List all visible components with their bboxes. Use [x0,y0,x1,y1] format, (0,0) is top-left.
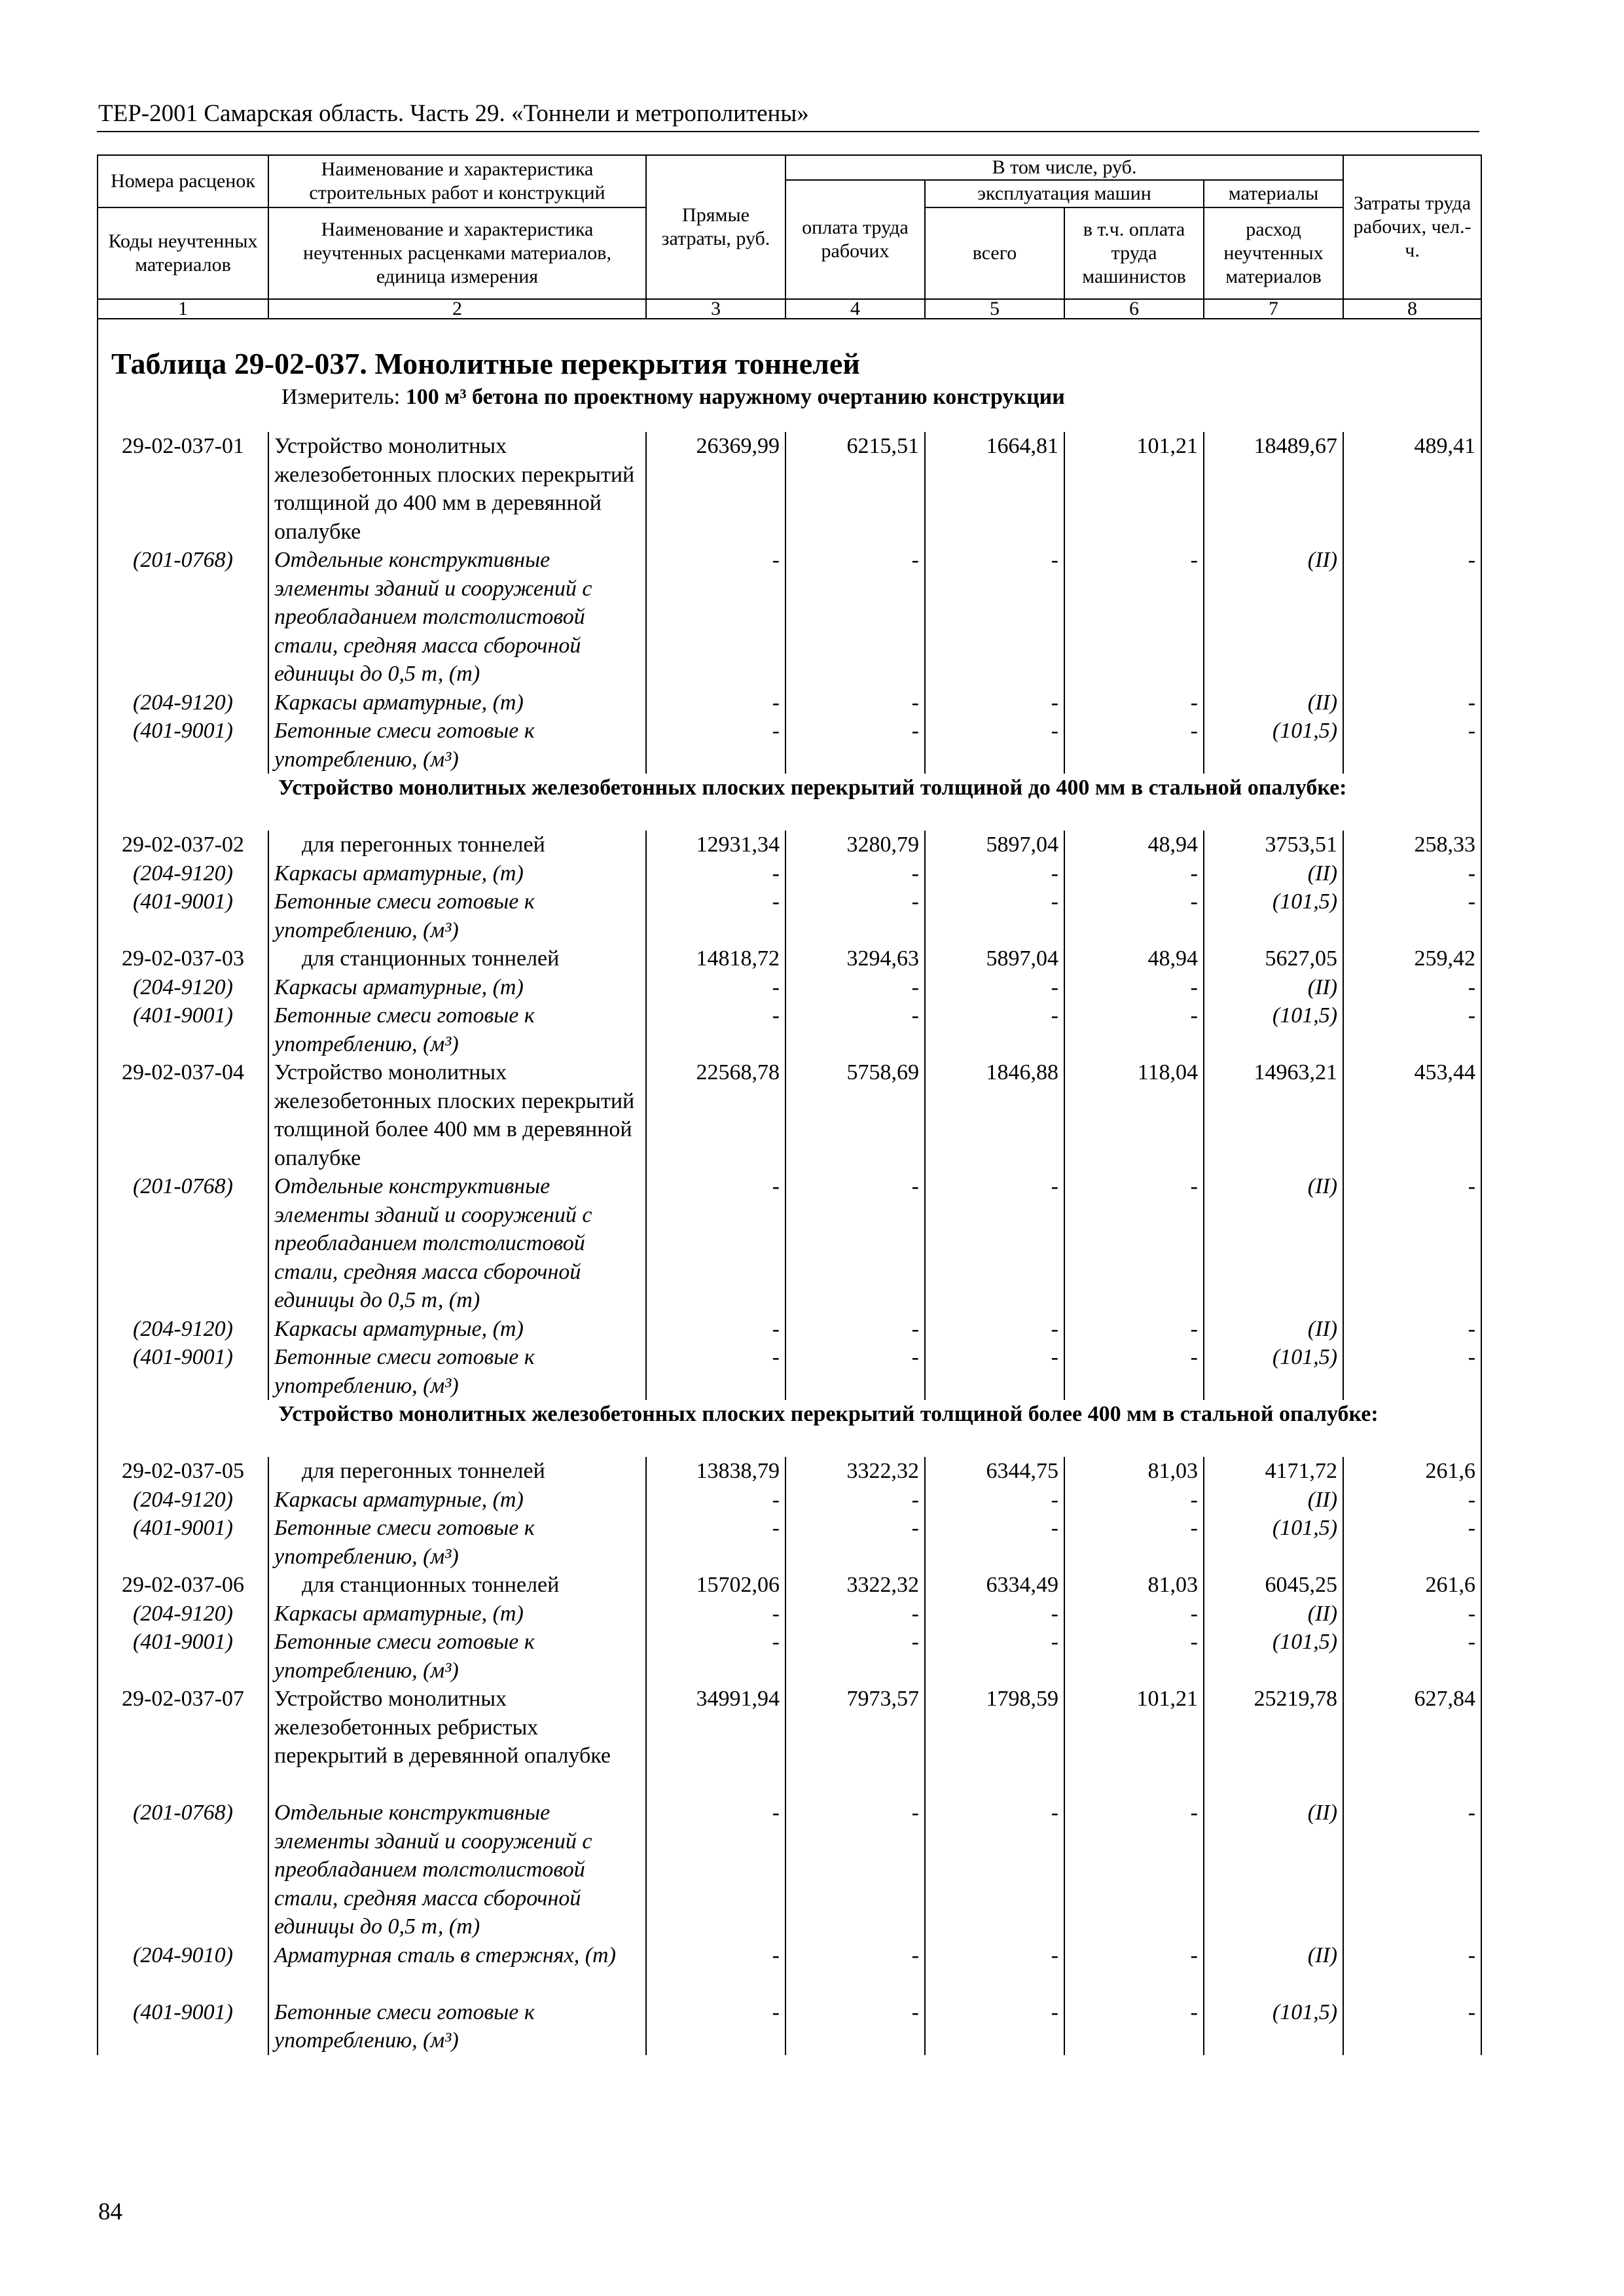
table-row [98,973,1481,1002]
header-num: 1 [98,299,268,319]
direct-cost: 14818,72 [646,944,785,973]
labor-hours: 453,44 [1343,1058,1481,1172]
dash: - [925,973,1064,1002]
header-machines: эксплуатация машин [925,180,1204,207]
dash: - [785,1486,925,1515]
material-qty: (101,5) [1204,717,1343,774]
table-row [98,1514,1481,1571]
table-row [98,546,1481,689]
table-row [98,1343,1481,1400]
header-col2-bottom: Наименование и характеристика неучтенных расценками материалов, единица измерения [268,207,646,299]
material-name: Отдельные конструктивные элементы зданий и сооружений с преобладанием толстолистовой стали, средняя масса сборочной единицы до 0,5 т, (т) [268,546,646,689]
table-row [98,1571,1481,1600]
machinists-pay: 48,94 [1064,944,1204,973]
dash: - [1064,546,1204,689]
dash: - [646,1628,785,1685]
dash: - [1343,546,1481,689]
material-code: (201-0768) [98,546,268,689]
direct-cost: 34991,94 [646,1685,785,1799]
direct-cost: 22568,78 [646,1058,785,1172]
rate-code: 29-02-037-06 [98,1571,268,1600]
table-row [98,1628,1481,1685]
dash: - [1064,1315,1204,1344]
direct-cost: 13838,79 [646,1457,785,1486]
page-number: 84 [98,2198,122,2225]
dash: - [785,1628,925,1685]
section-row [98,774,1481,831]
dash: - [925,1799,1064,1941]
dash: - [646,973,785,1002]
dash: - [1343,1628,1481,1685]
machinists-pay: 101,21 [1064,432,1204,546]
material-name: Арматурная сталь в стержнях, (т) [268,1941,646,1998]
dash: - [1343,1514,1481,1571]
dash: - [925,689,1064,717]
rate-code: 29-02-037-02 [98,831,268,859]
dash: - [1064,1486,1204,1515]
dash: - [646,1172,785,1315]
table-row [98,859,1481,888]
material-name: Бетонные смеси готовые к употреблению, (м³) [268,1628,646,1685]
table-row [98,1486,1481,1515]
table-row [98,717,1481,774]
materials-cost: 25219,78 [1204,1685,1343,1799]
machines-total: 1846,88 [925,1058,1064,1172]
material-code: (401-9001) [98,1998,268,2055]
dash: - [1064,717,1204,774]
material-qty: (II) [1204,689,1343,717]
table-row [98,888,1481,944]
machinists-pay: 118,04 [1064,1058,1204,1172]
dash: - [925,1315,1064,1344]
dash: - [785,1514,925,1571]
dash: - [646,1998,785,2055]
labor-hours: 258,33 [1343,831,1481,859]
dash: - [925,859,1064,888]
material-name: Бетонные смеси готовые к употреблению, (м³) [268,717,646,774]
header-col6: в т.ч. оплата труда машинистов [1064,207,1204,299]
material-qty: (II) [1204,859,1343,888]
table-row [98,831,1481,859]
dash: - [925,1628,1064,1685]
dash: - [1064,1628,1204,1685]
labor-hours: 627,84 [1343,1685,1481,1799]
labor-pay: 3322,32 [785,1457,925,1486]
header-num: 4 [785,299,925,319]
dash: - [1343,1998,1481,2055]
machinists-pay: 101,21 [1064,1685,1204,1799]
dash: - [785,1343,925,1400]
header-col2-top: Наименование и характеристика строительных работ и конструкций [268,155,646,207]
header-num: 7 [1204,299,1343,319]
rate-code: 29-02-037-04 [98,1058,268,1172]
table-row [98,1457,1481,1486]
dash: - [646,1001,785,1058]
dash: - [1343,888,1481,944]
material-qty: (II) [1204,1600,1343,1628]
dash: - [1343,1001,1481,1058]
material-code: (204-9120) [98,1486,268,1515]
dash: - [785,859,925,888]
table-row [98,689,1481,717]
material-code: (401-9001) [98,888,268,944]
material-code: (204-9120) [98,1600,268,1628]
machinists-pay: 48,94 [1064,831,1204,859]
material-qty: (101,5) [1204,1998,1343,2055]
material-name: Бетонные смеси готовые к употреблению, (м³) [268,1343,646,1400]
materials-cost: 4171,72 [1204,1457,1343,1486]
dash: - [1064,1172,1204,1315]
table-row [98,1600,1481,1628]
dash: - [785,1941,925,1998]
material-name: Каркасы арматурные, (т) [268,1315,646,1344]
header-materials: материалы [1204,180,1343,207]
dash: - [1343,1343,1481,1400]
material-qty: (II) [1204,1486,1343,1515]
table-row [98,1941,1481,1998]
material-name: Каркасы арматурные, (т) [268,1600,646,1628]
materials-cost: 18489,67 [1204,432,1343,546]
header-col5: всего [925,207,1064,299]
material-qty: (II) [1204,1799,1343,1941]
dash: - [646,689,785,717]
table-row [98,1998,1481,2055]
labor-hours: 489,41 [1343,432,1481,546]
dash: - [1064,1600,1204,1628]
machines-total: 1798,59 [925,1685,1064,1799]
labor-pay: 3280,79 [785,831,925,859]
header-col7: расход неучтенных материалов [1204,207,1343,299]
material-code: (204-9120) [98,1315,268,1344]
table-row [98,1799,1481,1941]
section-title: Устройство монолитных железобетонных плоских перекрытий толщиной более 400 мм в стальной опалубке: [98,1400,1481,1457]
table-row [98,1001,1481,1058]
dash: - [1343,717,1481,774]
table-title: Таблица 29-02-037. Монолитные перекрытия тоннелей [111,347,860,380]
dash: - [925,546,1064,689]
materials-cost: 14963,21 [1204,1058,1343,1172]
machines-total: 6334,49 [925,1571,1064,1600]
labor-pay: 5758,69 [785,1058,925,1172]
material-qty: (II) [1204,546,1343,689]
rate-name: Устройство монолитных железобетонных плоских перекрытий толщиной до 400 мм в деревянной опалубке [268,432,646,546]
rates-table [97,154,1482,2055]
table-row [98,1172,1481,1315]
dash: - [925,1343,1064,1400]
dash: - [1064,859,1204,888]
dash: - [785,973,925,1002]
rate-code: 29-02-037-05 [98,1457,268,1486]
material-name: Каркасы арматурные, (т) [268,973,646,1002]
table-title-cell [98,319,1481,432]
dash: - [925,888,1064,944]
dash: - [925,1941,1064,1998]
machines-total: 1664,81 [925,432,1064,546]
material-code: (204-9120) [98,859,268,888]
dash: - [646,859,785,888]
labor-pay: 7973,57 [785,1685,925,1799]
dash: - [925,1998,1064,2055]
machines-total: 5897,04 [925,831,1064,859]
material-name: Бетонные смеси готовые к употреблению, (м³) [268,1514,646,1571]
dash: - [925,1600,1064,1628]
material-qty: (II) [1204,1172,1343,1315]
material-name: Каркасы арматурные, (т) [268,859,646,888]
dash: - [1343,859,1481,888]
material-qty: (101,5) [1204,888,1343,944]
labor-pay: 3322,32 [785,1571,925,1600]
material-code: (204-9120) [98,689,268,717]
dash: - [925,1486,1064,1515]
rate-name: для перегонных тоннелей [268,1457,646,1486]
material-code: (201-0768) [98,1172,268,1315]
labor-hours: 261,6 [1343,1571,1481,1600]
table-row [98,1685,1481,1799]
header-num: 8 [1343,299,1481,319]
material-qty: (II) [1204,1941,1343,1998]
labor-hours: 259,42 [1343,944,1481,973]
measure: Измеритель: 100 м³ бетона по проектному наружному очертанию конструкции [281,385,1065,409]
dash: - [925,1514,1064,1571]
direct-cost: 26369,99 [646,432,785,546]
table-row [98,1058,1481,1172]
rate-code: 29-02-037-01 [98,432,268,546]
dash: - [785,1172,925,1315]
dash: - [646,1514,785,1571]
machines-total: 6344,75 [925,1457,1064,1486]
header-num: 5 [925,299,1064,319]
page-header: ТЕР-2001 Самарская область. Часть 29. «Тоннели и метрополитены» [98,100,809,127]
dash: - [646,546,785,689]
rate-name: для станционных тоннелей [268,944,646,973]
dash: - [785,1998,925,2055]
material-name: Бетонные смеси готовые к употреблению, (м³) [268,1001,646,1058]
dash: - [1064,1514,1204,1571]
dash: - [1343,1486,1481,1515]
header-group: В том числе, руб. [785,155,1343,180]
material-code: (204-9120) [98,973,268,1002]
dash: - [925,717,1064,774]
dash: - [785,888,925,944]
materials-cost: 3753,51 [1204,831,1343,859]
table-row [98,944,1481,973]
header-col1-bottom: Коды неучтенных материалов [98,207,268,299]
rate-code: 29-02-037-07 [98,1685,268,1799]
material-code: (401-9001) [98,1343,268,1400]
dash: - [1343,1941,1481,1998]
material-code: (401-9001) [98,717,268,774]
dash: - [1064,1343,1204,1400]
material-qty: (101,5) [1204,1628,1343,1685]
header-col1-top: Номера расценок [98,155,268,207]
material-name: Отдельные конструктивные элементы зданий и сооружений с преобладанием толстолистовой стали, средняя масса сборочной единицы до 0,5 т, (т) [268,1799,646,1941]
dash: - [1064,888,1204,944]
materials-cost: 6045,25 [1204,1571,1343,1600]
rate-name: для станционных тоннелей [268,1571,646,1600]
section-title: Устройство монолитных железобетонных плоских перекрытий толщиной до 400 мм в стальной опалубке: [98,774,1481,831]
header-rule [97,131,1479,132]
labor-pay: 6215,51 [785,432,925,546]
machinists-pay: 81,03 [1064,1457,1204,1486]
header-num: 6 [1064,299,1204,319]
material-qty: (101,5) [1204,1343,1343,1400]
dash: - [785,1799,925,1941]
header-col8: Затраты труда рабочих, чел.-ч. [1343,155,1481,299]
material-name: Бетонные смеси готовые к употреблению, (м³) [268,1998,646,2055]
direct-cost: 15702,06 [646,1571,785,1600]
dash: - [1343,689,1481,717]
rate-code: 29-02-037-03 [98,944,268,973]
material-qty: (101,5) [1204,1001,1343,1058]
header-col4: оплата труда рабочих [785,180,925,299]
dash: - [1064,1941,1204,1998]
dash: - [646,888,785,944]
material-code: (401-9001) [98,1628,268,1685]
header-num: 2 [268,299,646,319]
dash: - [646,717,785,774]
dash: - [785,1600,925,1628]
dash: - [925,1001,1064,1058]
section-row [98,1400,1481,1457]
dash: - [1343,1600,1481,1628]
material-qty: (II) [1204,1315,1343,1344]
dash: - [925,1172,1064,1315]
dash: - [785,689,925,717]
material-qty: (101,5) [1204,1514,1343,1571]
dash: - [1064,1998,1204,2055]
dash: - [1064,1001,1204,1058]
dash: - [646,1600,785,1628]
labor-hours: 261,6 [1343,1457,1481,1486]
material-name: Отдельные конструктивные элементы зданий и сооружений с преобладанием толстолистовой стали, средняя масса сборочной единицы до 0,5 т, (т) [268,1172,646,1315]
header-col3: Прямые затраты, руб. [646,155,785,299]
dash: - [1343,1315,1481,1344]
material-name: Каркасы арматурные, (т) [268,1486,646,1515]
dash: - [646,1315,785,1344]
material-qty: (II) [1204,973,1343,1002]
dash: - [1064,689,1204,717]
dash: - [1064,973,1204,1002]
machines-total: 5897,04 [925,944,1064,973]
dash: - [1343,1799,1481,1941]
dash: - [1343,973,1481,1002]
dash: - [785,717,925,774]
dash: - [1064,1799,1204,1941]
material-name: Бетонные смеси готовые к употреблению, (м³) [268,888,646,944]
material-code: (401-9001) [98,1514,268,1571]
rate-name: Устройство монолитных железобетонных плоских перекрытий толщиной более 400 мм в деревянной опалубке [268,1058,646,1172]
machinists-pay: 81,03 [1064,1571,1204,1600]
dash: - [785,546,925,689]
material-code: (401-9001) [98,1001,268,1058]
labor-pay: 3294,63 [785,944,925,973]
direct-cost: 12931,34 [646,831,785,859]
header-num: 3 [646,299,785,319]
dash: - [646,1343,785,1400]
rate-name: для перегонных тоннелей [268,831,646,859]
dash: - [785,1315,925,1344]
dash: - [646,1941,785,1998]
material-code: (201-0768) [98,1799,268,1941]
dash: - [785,1001,925,1058]
table-header [98,155,1481,319]
rate-name: Устройство монолитных железобетонных ребристых перекрытий в деревянной опалубке [268,1685,646,1799]
dash: - [646,1486,785,1515]
material-name: Каркасы арматурные, (т) [268,689,646,717]
dash: - [1343,1172,1481,1315]
dash: - [646,1799,785,1941]
table-row [98,432,1481,546]
table-row [98,1315,1481,1344]
material-code: (204-9010) [98,1941,268,1998]
materials-cost: 5627,05 [1204,944,1343,973]
